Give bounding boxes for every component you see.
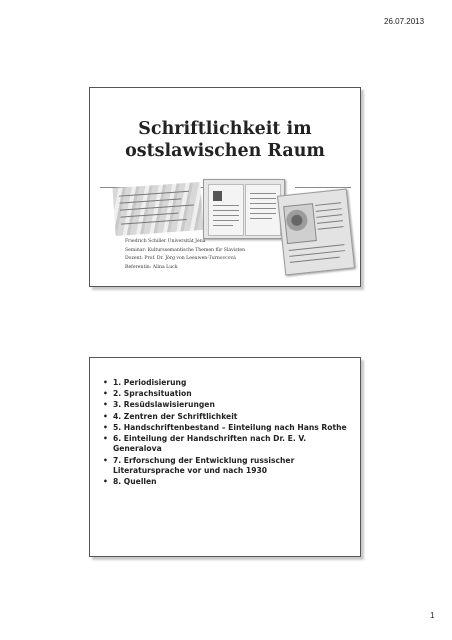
bullet-icon: • xyxy=(103,422,108,432)
bullet-icon: • xyxy=(103,455,108,465)
page-number: 1 xyxy=(430,611,435,620)
bullet-icon: • xyxy=(103,477,108,487)
list-item: • 7. Erforschung der Entwicklung russischer Literatursprache vor und nach 1930 xyxy=(103,455,295,476)
bullet-icon: • xyxy=(103,389,108,399)
list-item: • 2. Sprachsituation xyxy=(103,389,192,399)
outline-list xyxy=(103,378,350,488)
old-manuscript-book-image xyxy=(203,179,285,239)
title-line-1: Schriftlichkeit im xyxy=(138,119,312,139)
list-item: • 6. Einteilung der Handschriften nach Dr. E. V. Generalova xyxy=(103,434,307,454)
lecturer-line: Dozent: Prof. Dr. Jörg von Leeuwen-Turnovcová xyxy=(125,256,236,261)
print-date: 26.07.2013 xyxy=(384,17,425,26)
list-item: • 3. Resüdslawisierungen xyxy=(103,400,215,410)
university-line: Friedrich Schiller Universität Jena xyxy=(125,239,206,244)
birch-bark-document-image xyxy=(112,182,203,236)
list-item: • 8. Quellen xyxy=(103,477,157,487)
title-rule-right xyxy=(295,187,351,188)
bullet-icon: • xyxy=(103,400,108,410)
presenter-line: Referentin: Alina Luck xyxy=(125,264,178,270)
list-item: • 5. Handschriftenbestand – Einteilung nach Hans Rothe xyxy=(103,422,347,432)
bullet-icon: • xyxy=(103,378,108,387)
title-line-2: ostslawischen Raum xyxy=(125,141,325,161)
outline-slide xyxy=(89,357,361,557)
list-item: • 4. Zentren der Schriftlichkeit xyxy=(103,411,238,421)
seminar-line: Seminar: Kulturssemantische Themen für Slavisten xyxy=(125,247,246,253)
slide-title xyxy=(90,118,360,162)
title-slide xyxy=(89,87,361,287)
bullet-icon: • xyxy=(103,434,108,444)
list-item: • 1. Periodisierung xyxy=(103,378,187,387)
illuminated-chronicle-image xyxy=(277,189,355,276)
author-info xyxy=(125,238,245,272)
bullet-icon: • xyxy=(103,411,108,421)
